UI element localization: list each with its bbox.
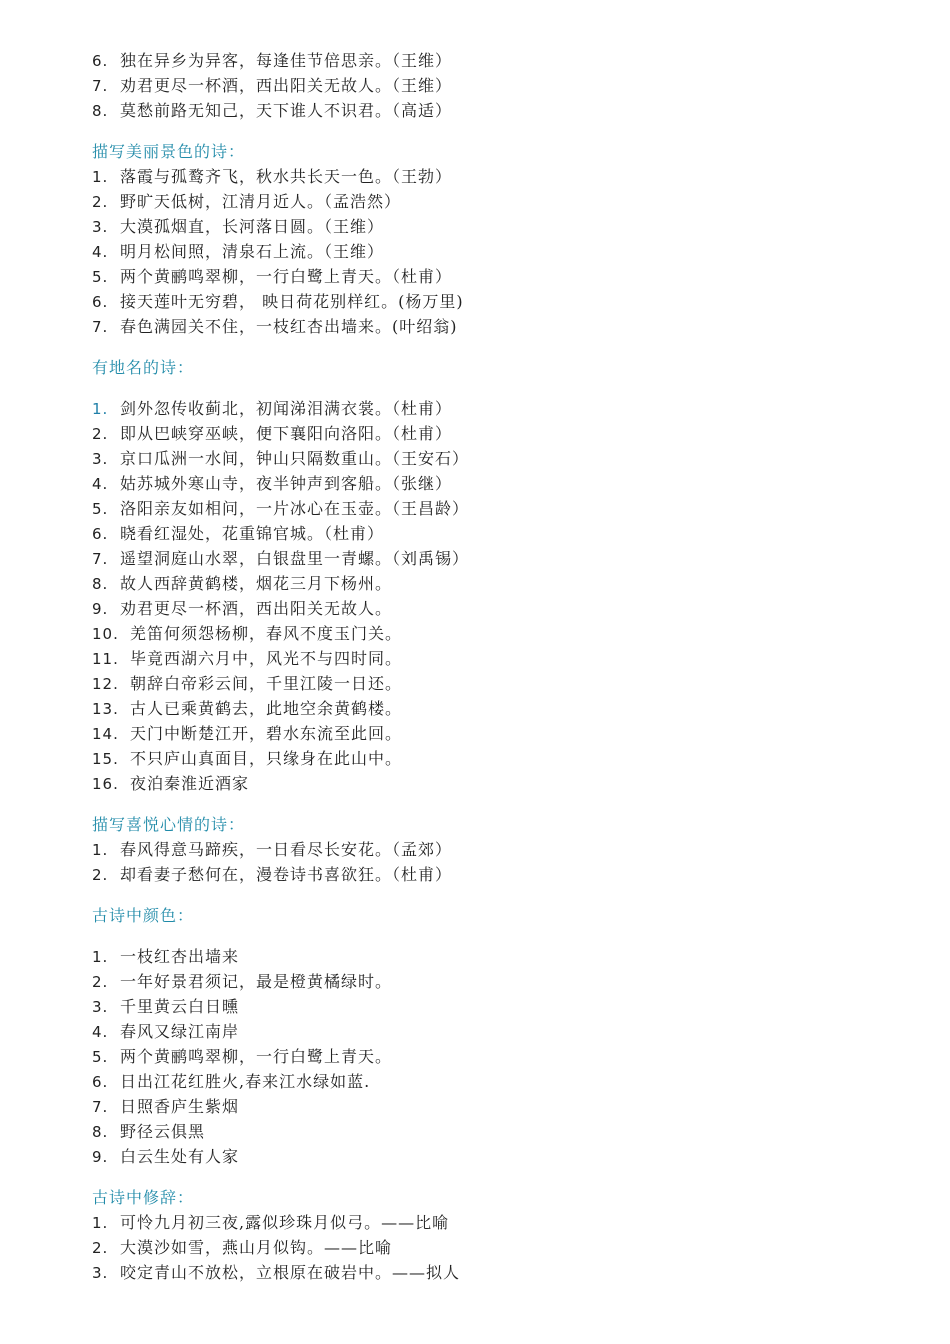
list-number: 8. (92, 1123, 109, 1141)
list-item (92, 1019, 892, 1044)
poem-line: 野旷天低树，江清月近人。（孟浩然） (120, 192, 402, 211)
list-item (92, 1144, 892, 1169)
poem-line: 落霞与孤鹜齐飞，秋水共长天一色。（王勃） (120, 167, 453, 186)
poem-line: 古人已乘黄鹤去，此地空余黄鹤楼。 (130, 699, 403, 718)
list-number: 8. (92, 575, 109, 593)
list-item (92, 1260, 892, 1285)
poem-line: 日照香庐生紫烟 (120, 1097, 240, 1116)
list-number: 3. (92, 218, 109, 236)
list-item (92, 621, 892, 646)
section-place-names (92, 355, 892, 796)
list-item (92, 48, 892, 73)
list-number: 2. (92, 193, 109, 211)
section-heading: 描写美丽景色的诗： (92, 142, 246, 161)
list-item (92, 944, 892, 969)
poem-line: 咬定青山不放松，立根原在破岩中。——拟人 (120, 1263, 461, 1282)
poem-line: 却看妻子愁何在，漫卷诗书喜欲狂。（杜甫） (120, 865, 453, 884)
poem-line: 羌笛何须怨杨柳，春风不度玉门关。 (130, 624, 403, 643)
list-item (92, 994, 892, 1019)
list-item (92, 646, 892, 671)
list-item (92, 421, 892, 446)
list-number: 2. (92, 425, 109, 443)
poem-line: 独在异乡为异客，每逢佳节倍思亲。（王维） (120, 51, 453, 70)
list-item (92, 521, 892, 546)
list-item (92, 721, 892, 746)
list-item (92, 546, 892, 571)
list-item (92, 1235, 892, 1260)
list-number: 7. (92, 77, 109, 95)
poem-line: 毕竟西湖六月中，风光不与四时同。 (130, 649, 403, 668)
list-item (92, 98, 892, 123)
poem-line: 日出江花红胜火,春来江水绿如蓝. (120, 1072, 371, 1091)
list-number: 1. (92, 948, 109, 966)
list-number: 4. (92, 243, 109, 261)
poem-line: 剑外忽传收蓟北，初闻涕泪满衣裳。（杜甫） (120, 399, 453, 418)
list-number: 8. (92, 102, 109, 120)
poem-line: 夜泊秦淮近酒家 (130, 774, 250, 793)
list-number: 10. (92, 625, 119, 643)
list-item (92, 289, 892, 314)
list-number: 3. (92, 998, 109, 1016)
list-number: 6. (92, 52, 109, 70)
section-beautiful-scenery (92, 139, 892, 339)
poem-line: 朝辞白帝彩云间，千里江陵一日还。 (130, 674, 403, 693)
poem-line: 大漠沙如雪，燕山月似钩。——比喻 (120, 1238, 393, 1257)
list-number: 2. (92, 866, 109, 884)
poem-line: 天门中断楚江开，碧水东流至此回。 (130, 724, 403, 743)
list-item (92, 1094, 892, 1119)
list-number: 7. (92, 1098, 109, 1116)
poem-line: 劝君更尽一杯酒，西出阳关无故人。（王维） (120, 76, 453, 95)
poem-line: 洛阳亲友如相问，一片冰心在玉壶。（王昌龄） (120, 499, 470, 518)
list-number: 13. (92, 700, 119, 718)
poem-line: 春色满园关不住，一枝红杏出墙来。(叶绍翁) (120, 317, 458, 336)
list-item (92, 571, 892, 596)
poem-line: 一年好景君须记，最是橙黄橘绿时。 (120, 972, 393, 991)
list-number: 9. (92, 600, 109, 618)
list-item (92, 189, 892, 214)
list-item (92, 1210, 892, 1235)
section-colors (92, 903, 892, 1169)
list-number: 2. (92, 1239, 109, 1257)
section-heading: 描写喜悦心情的诗： (92, 815, 246, 834)
list-item (92, 837, 892, 862)
list-number: 3. (92, 450, 109, 468)
poem-line: 春风得意马蹄疾，一日看尽长安花。（孟郊） (120, 840, 453, 859)
list-item (92, 471, 892, 496)
poem-line: 明月松间照，清泉石上流。（王维） (120, 242, 385, 261)
list-item (92, 446, 892, 471)
poem-line: 姑苏城外寒山寺，夜半钟声到客船。（张继） (120, 474, 453, 493)
list-number: 4. (92, 475, 109, 493)
list-number: 9. (92, 1148, 109, 1166)
list-item (92, 396, 892, 421)
poem-line: 劝君更尽一杯酒，西出阳关无故人。 (120, 599, 393, 618)
document-page (92, 48, 892, 1285)
poem-line: 可怜九月初三夜,露似珍珠月似弓。——比喻 (120, 1213, 450, 1232)
list-item (92, 264, 892, 289)
list-number: 5. (92, 268, 109, 286)
poem-line: 不只庐山真面目，只缘身在此山中。 (130, 749, 403, 768)
list-item (92, 314, 892, 339)
list-number: 15. (92, 750, 119, 768)
list-item (92, 969, 892, 994)
list-number: 5. (92, 500, 109, 518)
poem-line: 晓看红湿处，花重锦官城。（杜甫） (120, 524, 385, 543)
poem-line: 即从巴峡穿巫峡，便下襄阳向洛阳。（杜甫） (120, 424, 453, 443)
section-heading: 古诗中修辞： (92, 1188, 195, 1207)
list-item (92, 214, 892, 239)
poem-line: 两个黄鹂鸣翠柳，一行白鹭上青天。（杜甫） (120, 267, 453, 286)
list-number: 7. (92, 318, 109, 336)
poem-line: 一枝红杏出墙来 (120, 947, 240, 966)
section-heading: 有地名的诗： (92, 358, 195, 377)
list-item (92, 1044, 892, 1069)
list-number: 16. (92, 775, 119, 793)
poem-line: 故人西辞黄鹤楼，烟花三月下杨州。 (120, 574, 393, 593)
list-item (92, 496, 892, 521)
list-item (92, 671, 892, 696)
list-number: 4. (92, 1023, 109, 1041)
poem-line: 莫愁前路无知己，天下谁人不识君。（高适） (120, 101, 453, 120)
section-heading: 古诗中颜色： (92, 906, 195, 925)
poem-line: 野径云俱黑 (120, 1122, 206, 1141)
poem-list-continued (92, 48, 892, 123)
list-item (92, 746, 892, 771)
list-number: 12. (92, 675, 119, 693)
list-number: 7. (92, 550, 109, 568)
list-number: 11. (92, 650, 119, 668)
list-number: 1. (92, 841, 109, 859)
list-number: 1. (92, 400, 109, 418)
list-number: 3. (92, 1264, 109, 1282)
list-item (92, 696, 892, 721)
section-joyful-mood (92, 812, 892, 887)
list-number: 5. (92, 1048, 109, 1066)
list-item (92, 862, 892, 887)
poem-line: 京口瓜洲一水间，钟山只隔数重山。（王安石） (120, 449, 470, 468)
poem-line: 大漠孤烟直，长河落日圆。（王维） (120, 217, 385, 236)
list-item (92, 1119, 892, 1144)
poem-line: 白云生处有人家 (120, 1147, 240, 1166)
list-number: 14. (92, 725, 119, 743)
list-item (92, 596, 892, 621)
list-item (92, 164, 892, 189)
list-number: 6. (92, 1073, 109, 1091)
list-number: 1. (92, 1214, 109, 1232)
list-item (92, 73, 892, 98)
section-rhetoric (92, 1185, 892, 1285)
list-number: 6. (92, 293, 109, 311)
poem-line: 遥望洞庭山水翠，白银盘里一青螺。（刘禹锡） (120, 549, 470, 568)
poem-line: 千里黄云白日曛 (120, 997, 240, 1016)
list-number: 1. (92, 168, 109, 186)
list-number: 6. (92, 525, 109, 543)
list-item (92, 1069, 892, 1094)
poem-line: 春风又绿江南岸 (120, 1022, 240, 1041)
list-item (92, 239, 892, 264)
poem-line: 接天莲叶无穷碧， 映日荷花别样红。(杨万里) (120, 292, 464, 311)
list-item (92, 771, 892, 796)
poem-line: 两个黄鹂鸣翠柳，一行白鹭上青天。 (120, 1047, 393, 1066)
list-number: 2. (92, 973, 109, 991)
